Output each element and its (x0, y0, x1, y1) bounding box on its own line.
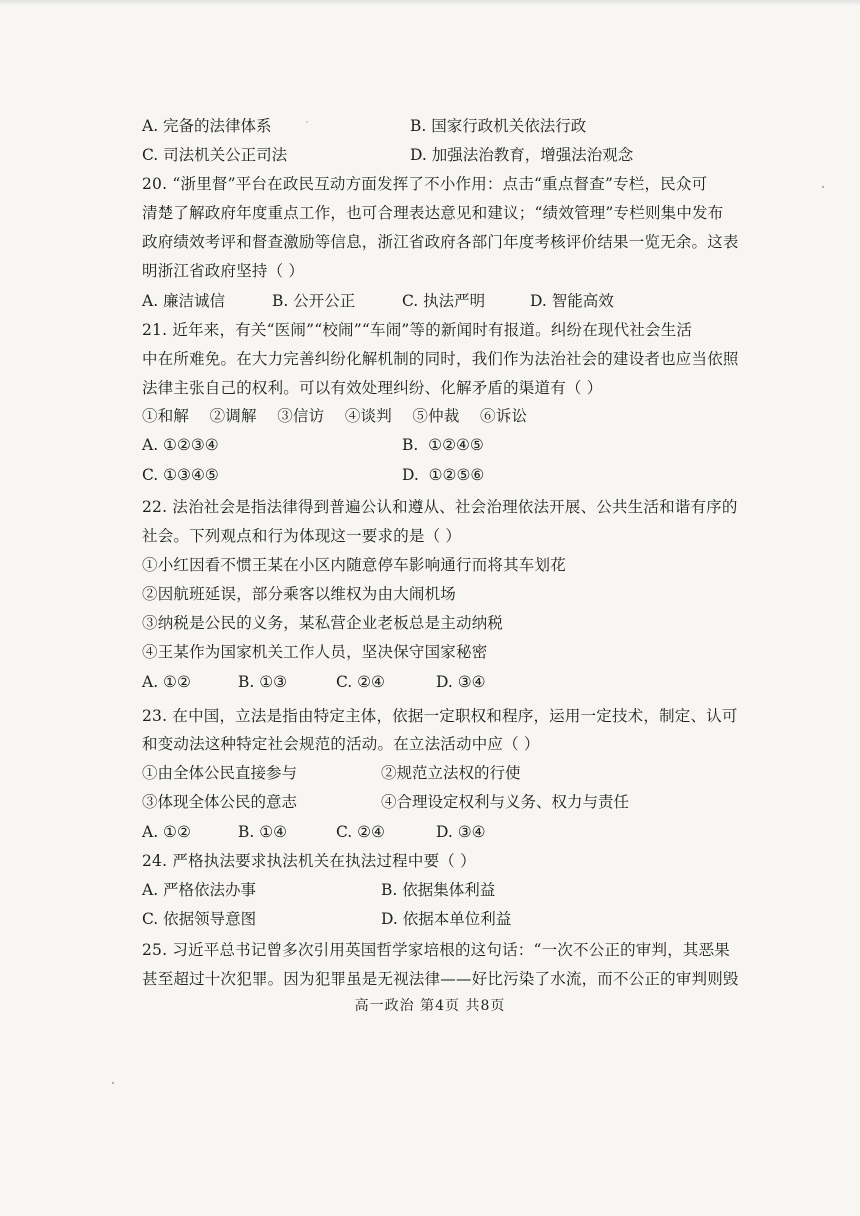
q20-line: 20. “浙里督”平台在政民互动方面发挥了不小作用：点击“重点督查”专栏，民众可 (142, 175, 708, 193)
q19-option-b: B. 国家行政机关依法行政 (410, 117, 587, 135)
q20-option-a: A. 廉洁诚信 (142, 292, 226, 310)
q22-option-c: C. ②④ (336, 673, 385, 691)
q21-choice-items: ①和解 ②调解 ③信访 ④谈判 ⑤仲裁 ⑥诉讼 (142, 407, 528, 425)
q22-item: ②因航班延误，部分乘客以维权为由大闹机场 (142, 585, 457, 603)
q24-option-d: D. 依据本单位利益 (381, 910, 512, 928)
q22-option-a: A. ①② (142, 673, 191, 691)
q23-line: 和变动法这种特定社会规范的活动。在立法活动中应（ ） (142, 735, 540, 753)
q22-line: 22. 法治社会是指法律得到普遍公认和遵从、社会治理依法开展、公共生活和谐有序的 (142, 498, 738, 516)
q20-option-d: D. 智能高效 (530, 292, 614, 310)
q22-item: ③纳税是公民的义务，某私营企业老板总是主动纳税 (142, 614, 504, 632)
q21-line: 21. 近年来，有关“医闹”“校闹”“车闹”等的新闻时有报道。纠纷在现代社会生活 (142, 321, 693, 339)
q21-option-a: A. ①②③④ (142, 436, 219, 454)
q20-option-c: C. 执法严明 (402, 292, 486, 310)
q23-option-a: A. ①② (142, 823, 191, 841)
scan-edge-shadow (0, 0, 860, 6)
q20-option-b: B. 公开公正 (272, 292, 356, 310)
q23-item-1: ①由全体公民直接参与 (142, 764, 298, 782)
q25-line: 甚至超过十次犯罪。因为犯罪虽是无视法律——好比污染了水流，而不公正的审判则毁 (142, 970, 739, 988)
q23-item-4: ④合理设定权利与义务、权力与责任 (381, 793, 630, 811)
q23-item-3: ③体现全体公民的意志 (142, 793, 298, 811)
q21-option-d: D. ①②⑤⑥ (402, 466, 485, 484)
q19-option-a: A. 完备的法律体系 (142, 117, 272, 135)
scan-speck (822, 186, 824, 188)
q19-option-c: C. 司法机关公正司法 (142, 146, 288, 164)
page-footer: 高一政治 第4页 共8页 (354, 998, 506, 1014)
q23-option-c: C. ②④ (336, 823, 385, 841)
q19-option-d: D. 加强法治教育，增强法治观念 (410, 146, 634, 164)
q23-option-b: B. ①④ (238, 823, 288, 841)
q20-line: 政府绩效考评和督查激励等信息，浙江省政府各部门年度考核评价结果一览无余。这表 (142, 233, 739, 251)
q23-option-d: D. ③④ (436, 823, 486, 841)
q22-option-b: B. ①③ (238, 673, 288, 691)
q21-line: 中在所难免。在大力完善纠纷化解机制的同时，我们作为法治社会的建设者也应当依照 (142, 350, 739, 368)
q24-option-a: A. 严格依法办事 (142, 881, 257, 899)
q24-option-c: C. 依据领导意图 (142, 910, 257, 928)
q21-option-b: B. ①②④⑤ (402, 436, 484, 454)
q25-line: 25. 习近平总书记曾多次引用英国哲学家培根的这句话：“一次不公正的审判，其恶果 (142, 941, 731, 959)
q22-item: ①小红因看不惯王某在小区内随意停车影响通行而将其车划花 (142, 556, 566, 574)
q24-line: 24. 严格执法要求执法机关在执法过程中要（ ） (142, 852, 476, 870)
q21-option-c: C. ①③④⑤ (142, 466, 219, 484)
q22-item: ④王某作为国家机关工作人员，坚决保守国家秘密 (142, 643, 488, 661)
q24-option-b: B. 依据集体利益 (381, 881, 496, 899)
q20-line: 明浙江省政府坚持（ ） (142, 262, 305, 280)
scan-speck (112, 1082, 114, 1084)
q22-option-d: D. ③④ (436, 673, 486, 691)
q20-line: 清楚了解政府年度重点工作，也可合理表达意见和建议；“绩效管理”专栏则集中发布 (142, 204, 724, 222)
q23-item-2: ②规范立法权的行使 (381, 764, 521, 782)
q21-line: 法律主张自己的权利。可以有效处理纠纷、化解矛盾的渠道有（ ） (142, 379, 603, 397)
scan-speck (306, 121, 308, 123)
q22-line: 社会。下列观点和行为体现这一要求的是（ ） (142, 527, 462, 545)
q23-line: 23. 在中国，立法是指由特定主体，依据一定职权和程序，运用一定技术，制定、认可 (142, 707, 738, 725)
